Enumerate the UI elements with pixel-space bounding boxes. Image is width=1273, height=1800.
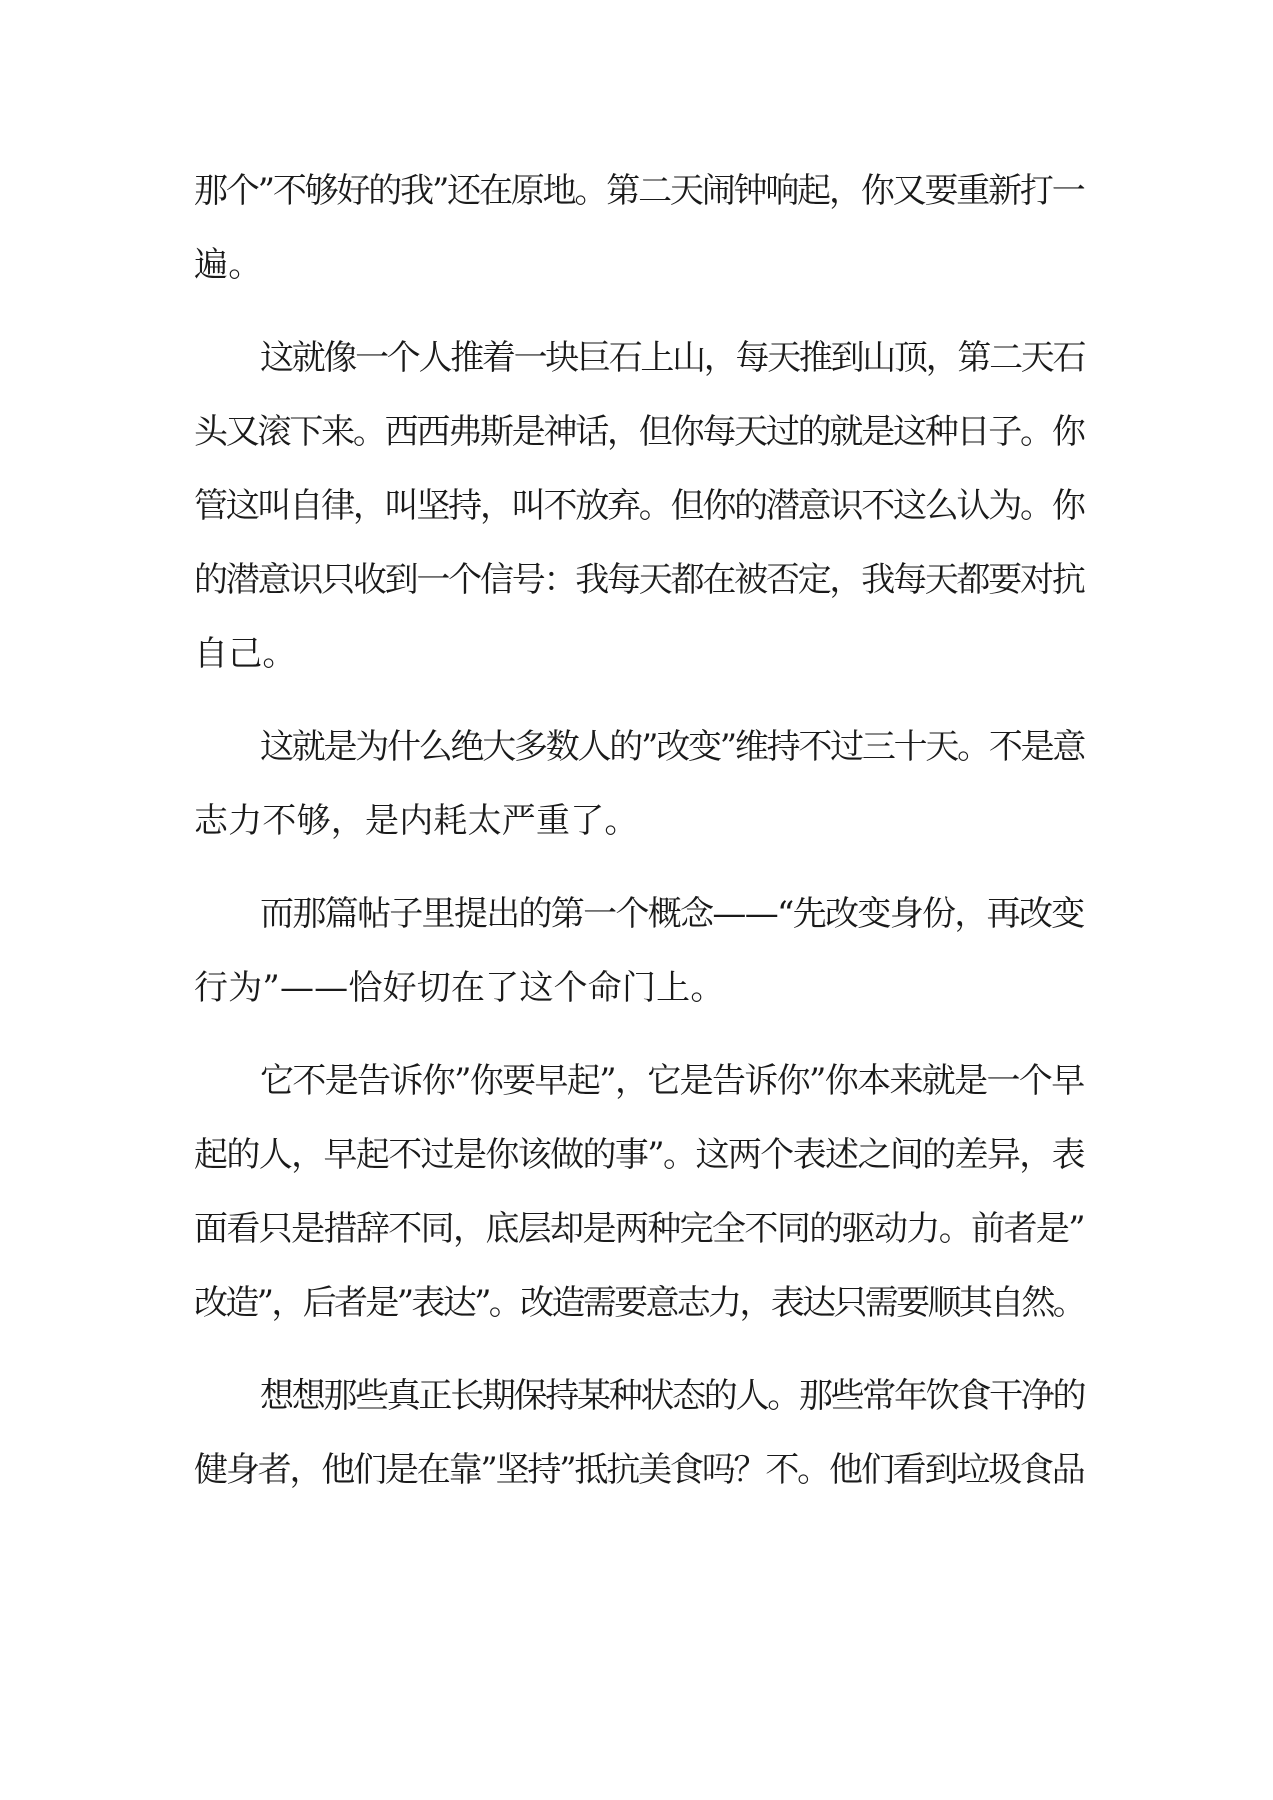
paragraph-line: 行为”——恰好切在了这个命门上。	[194, 968, 725, 1008]
paragraph-line: 自己。	[194, 634, 297, 674]
paragraph-line: 头又滚下来。西西弗斯是神话，但你每天过的就是这种日子。你	[194, 412, 1084, 452]
paragraph-line: 那个”不够好的我”还在原地。第二天闹钟响起，你又要重新打一	[194, 171, 1084, 211]
paragraph-line: 遍。	[194, 245, 263, 285]
paragraph-line: 起的人，早起不过是你该做的事”。这两个表述之间的差异，表	[194, 1135, 1084, 1175]
paragraph-line: 志力不够，是内耗太严重了。	[194, 801, 639, 841]
paragraph-first-line: 想想那些真正长期保持某种状态的人。那些常年饮食干净的	[260, 1376, 1085, 1416]
paragraph-first-line: 而那篇帖子里提出的第一个概念——“先改变身份，再改变	[260, 894, 1084, 934]
paragraph-first-line: 这就像一个人推着一块巨石上山，每天推到山顶，第二天石	[260, 338, 1085, 378]
paragraph-first-line: 它不是告诉你”你要早起”，它是告诉你”你本来就是一个早	[260, 1061, 1084, 1101]
paragraph-line: 改造”，后者是”表达”。改造需要意志力，表达只需要顺其自然。	[194, 1283, 1085, 1323]
paragraph-line: 的潜意识只收到一个信号：我每天都在被否定，我每天都要对抗	[194, 560, 1084, 600]
paragraph-first-line: 这就是为什么绝大多数人的”改变”维持不过三十天。不是意	[260, 727, 1085, 767]
paragraph-line: 管这叫自律，叫坚持，叫不放弃。但你的潜意识不这么认为。你	[194, 486, 1084, 526]
paragraph-line: 面看只是措辞不同，底层却是两种完全不同的驱动力。前者是”	[194, 1209, 1084, 1249]
paragraph-line: 健身者，他们是在靠”坚持”抵抗美食吗？不。他们看到垃圾食品	[194, 1450, 1084, 1490]
